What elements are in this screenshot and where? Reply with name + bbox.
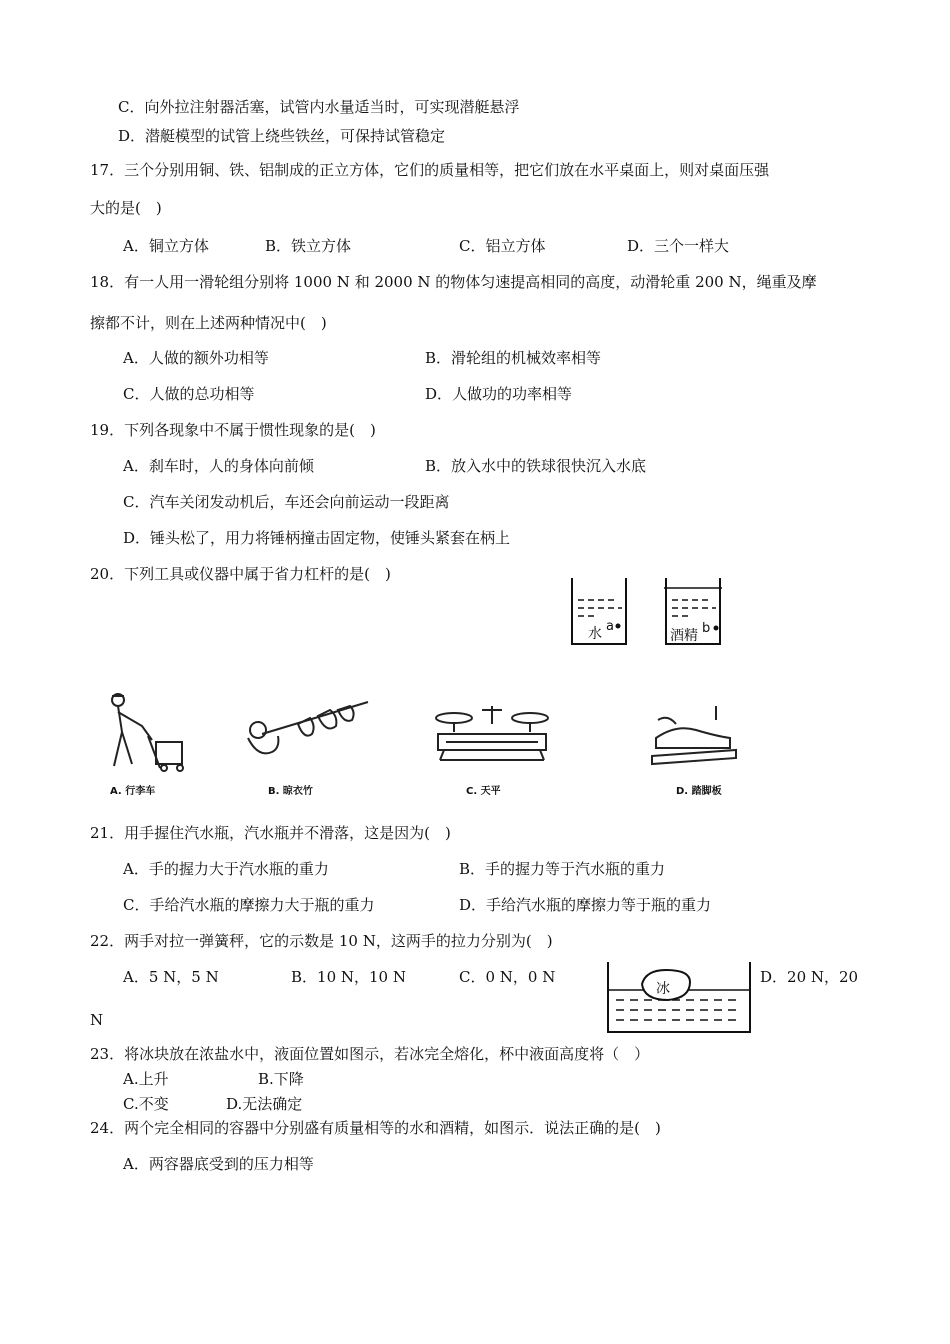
q19-option-c: C．汽车关闭发动机后，车还会向前运动一段距离 bbox=[123, 493, 450, 511]
balance-figure bbox=[432, 700, 552, 770]
q18-option-b: B．滑轮组的机械效率相等 bbox=[425, 349, 602, 367]
water-label: 水 bbox=[588, 626, 602, 642]
q19-option-d: D．锤头松了，用力将锤柄撞击固定物，使锤头紧套在柄上 bbox=[123, 529, 511, 547]
q17-option-a: A．铜立方体 bbox=[123, 237, 209, 255]
q17-option-b: B．铁立方体 bbox=[265, 237, 352, 255]
q18-stem-line1: 18．有一人用一滑轮组分别将 1000 N 和 2000 N 的物体匀速提高相同的高度，动滑轮重 200 N，绳重及摩 bbox=[90, 273, 817, 291]
q18-stem-line2: 擦都不计，则在上述两种情况中( ) bbox=[90, 314, 327, 332]
point-b bbox=[714, 626, 719, 631]
q21-option-c: C．手给汽水瓶的摩擦力大于瓶的重力 bbox=[123, 896, 375, 914]
q21-option-a: A．手的握力大于汽水瓶的重力 bbox=[123, 860, 329, 878]
caption-balance: C. 天平 bbox=[466, 786, 501, 797]
q18-option-c: C．人做的总功相等 bbox=[123, 385, 255, 403]
q21-option-d: D．手给汽水瓶的摩擦力等于瓶的重力 bbox=[459, 896, 712, 914]
q23-option-b: B.下降 bbox=[258, 1070, 304, 1088]
q22-stem: 22．两手对拉一弹簧秤，它的示数是 10 N，这两手的拉力分别为( ) bbox=[90, 932, 553, 950]
q23-stem: 23．将冰块放在浓盐水中，液面位置如图示，若冰完全熔化，杯中液面高度将（ ） bbox=[90, 1045, 650, 1063]
luggage-cart-figure bbox=[98, 692, 198, 772]
q24-option-a: A．两容器底受到的压力相等 bbox=[123, 1155, 314, 1173]
point-b-label: b bbox=[702, 621, 711, 636]
q22-option-d-continued: N bbox=[90, 1011, 104, 1029]
ice-cup-figure bbox=[604, 960, 754, 1034]
q16-option-c: C．向外拉注射器活塞，试管内水量适当时，可实现潜艇悬浮 bbox=[118, 98, 520, 116]
q18-option-d: D．人做功的功率相等 bbox=[425, 385, 573, 403]
q23-option-a: A.上升 bbox=[123, 1070, 169, 1088]
q19-option-a: A．刹车时，人的身体向前倾 bbox=[123, 457, 314, 475]
q17-option-d: D．三个一样大 bbox=[627, 237, 730, 255]
alcohol-label: 酒精 bbox=[670, 628, 698, 644]
q23-option-c: C.不变 bbox=[123, 1095, 169, 1113]
q19-stem: 19．下列各现象中不属于惯性现象的是( ) bbox=[90, 421, 376, 439]
clothes-pole-figure bbox=[238, 694, 378, 764]
point-a bbox=[616, 624, 621, 629]
ice-label: 冰 bbox=[656, 981, 670, 997]
q22-option-b: B．10 N，10 N bbox=[291, 968, 406, 986]
q17-option-c: C．铝立方体 bbox=[459, 237, 546, 255]
caption-luggage-cart: A. 行李车 bbox=[110, 786, 156, 797]
q16-option-d: D．潜艇模型的试管上绕些铁丝，可保持试管稳定 bbox=[118, 127, 446, 145]
q18-option-a: A．人做的额外功相等 bbox=[123, 349, 269, 367]
q21-stem: 21．用手握住汽水瓶，汽水瓶并不滑落，这是因为( ) bbox=[90, 824, 451, 842]
q19-option-b: B．放入水中的铁球很快沉入水底 bbox=[425, 457, 647, 475]
q21-option-b: B．手的握力等于汽水瓶的重力 bbox=[459, 860, 666, 878]
q22-option-a: A．5 N，5 N bbox=[123, 968, 219, 986]
q24-stem: 24．两个完全相同的容器中分别盛有质量相等的水和酒精，如图示．说法正确的是( ) bbox=[90, 1119, 661, 1137]
q17-stem-line2: 大的是( ) bbox=[90, 199, 162, 217]
beakers-figure bbox=[566, 574, 736, 654]
q22-option-d: D．20 N，20 bbox=[760, 968, 859, 986]
q17-stem-line1: 17．三个分别用铜、铁、铝制成的正立方体，它们的质量相等，把它们放在水平桌面上，则对桌面压强 bbox=[90, 161, 770, 179]
pedal-figure bbox=[646, 702, 746, 772]
q20-stem: 20．下列工具或仪器中属于省力杠杆的是( ) bbox=[90, 565, 391, 583]
q23-option-d: D.无法确定 bbox=[226, 1095, 303, 1113]
caption-clothes-pole: B. 晾衣竹 bbox=[268, 786, 313, 797]
q22-option-c: C．0 N，0 N bbox=[459, 968, 556, 986]
caption-pedal: D. 踏脚板 bbox=[676, 786, 722, 797]
point-a-label: a bbox=[606, 619, 614, 634]
